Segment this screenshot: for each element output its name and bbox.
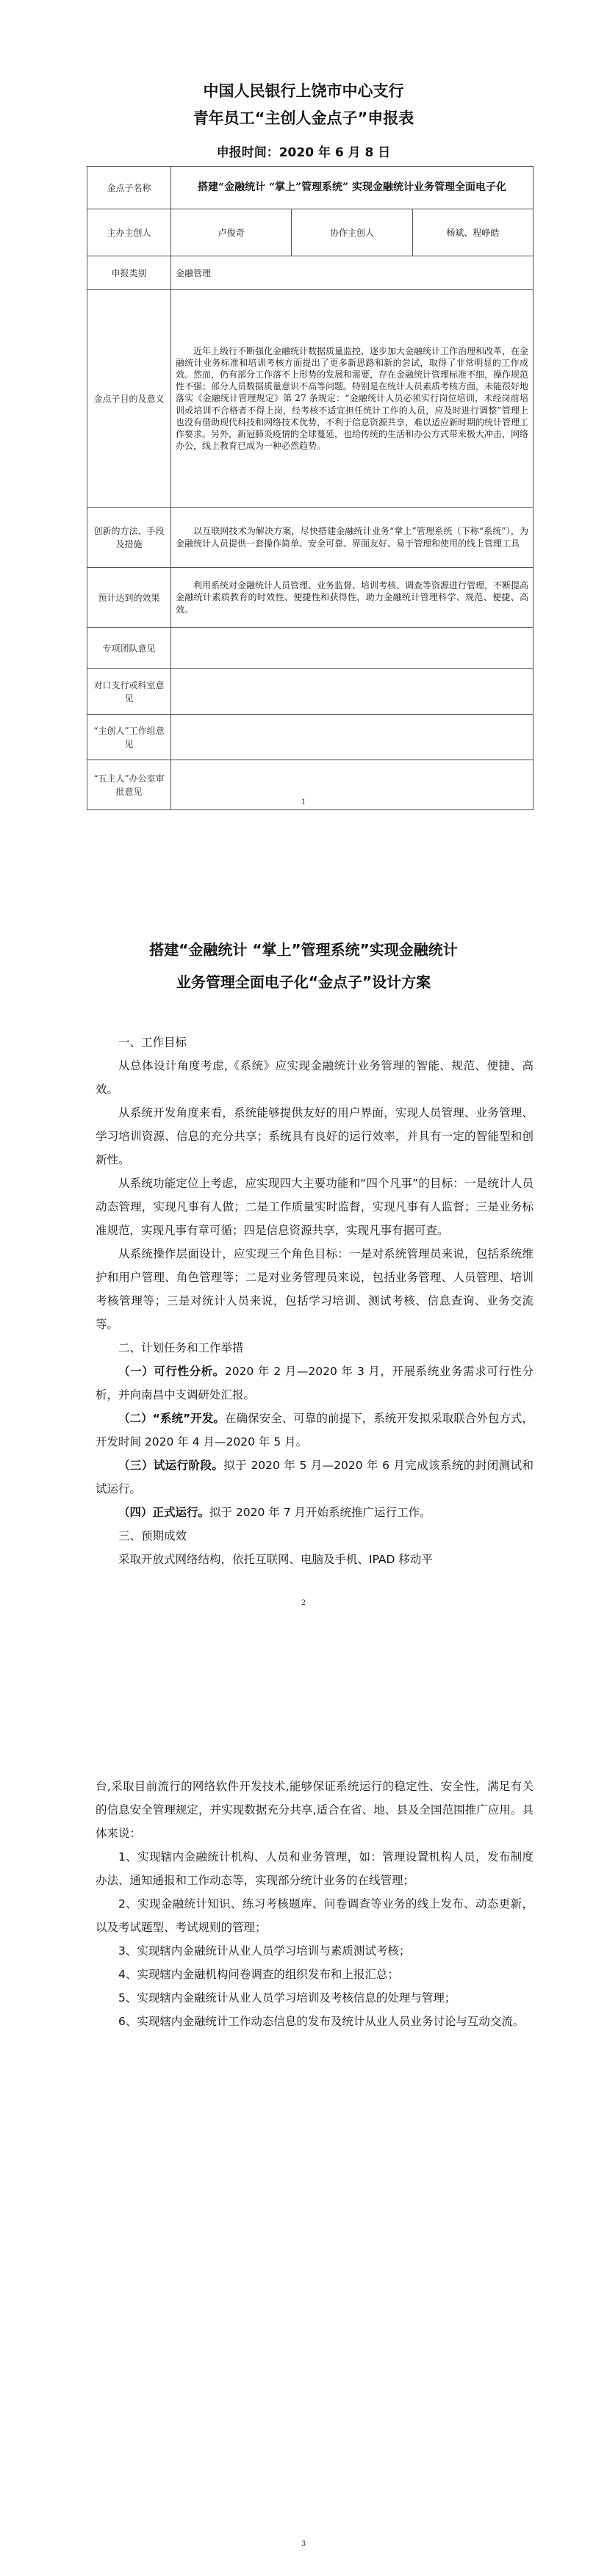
continued-paragraph: 台,采取目前流行的网络软件开发技术,能够保证系统运行的稳定性、安全性，满足有关的信息安全管理规定，并实现数据充分共享,适合在省、地、县及全国范围推广应用。具体来说： [96, 1780, 534, 1840]
item-text: 拟于 2020 年 5 月—2020 年 6 月完成该系统的封闭测试和试运行。 [96, 1459, 534, 1496]
co-creator-value: 杨斌、程峥皓 [412, 209, 533, 256]
list-item: 1、实现辖内金融统计机构、人员和业务管理，如：管理设置机构人员，发布制度办法、通知通报和工作动态等，实现部分统计业务的在线管理； [96, 1850, 534, 1887]
category-value: 金融管理 [171, 256, 534, 290]
section-1-paragraph: 从总体设计角度考虑,《系统》应实现金融统计业务管理的智能、规范、便捷、高效。 [96, 1059, 534, 1096]
section-2-item [96, 1501, 534, 1524]
branch-opinion-value [171, 669, 534, 715]
section-2-item [96, 1360, 534, 1407]
section-1-title: 一、工作目标 [118, 1036, 187, 1049]
section-1-paragraph: 从系统开发角度来看，系统能够提供友好的用户界面，实现人员管理、业务管理、学习培训资源、信息的充分共享；系统具有良好的运行效率，并具有一定的智能型和创新性。 [96, 1106, 534, 1166]
effect-label: 预计达到的效果 [87, 568, 171, 628]
team-opinion-label: 专项团队意见 [87, 628, 171, 669]
application-form-table [87, 166, 534, 810]
item-label: （四）正式运行。 [118, 1506, 210, 1519]
list-item: 2、实现金融统计知识、练习考核题库、问卷调查等业务的线上发布、动态更新，以及考试题型、考试规则的管理； [96, 1897, 534, 1934]
purpose-label: 金点子目的及意义 [87, 290, 171, 508]
section-2-title: 二、计划任务和工作举措 [118, 1341, 244, 1354]
row-office-opinion [87, 715, 534, 760]
branch-opinion-label: 对口支行或科室意见 [87, 669, 171, 715]
row-effect [87, 568, 534, 628]
page-number: 1 [301, 798, 306, 807]
team-opinion-value [171, 628, 534, 669]
page-number: 3 [301, 2540, 306, 2548]
list-item: 5、实现辖内金融统计从业人员学习培训及考核信息的处理与管理； [118, 1991, 456, 2005]
creator-value: 卢俊奇 [171, 209, 292, 256]
row-category [87, 256, 534, 290]
list-item: 6、实现辖内金融统计工作动态信息的发布及统计从业人员业务讨论与互动交流。 [118, 2015, 525, 2028]
purpose-text: 近年上级行不断强化金融统计数据质量监控，逐步加大金融统计工作治理和改革，在金融统计业务标准和培训考核方面提出了更多新思路和新的尝试，取得了非常明显的工作成效。然而，仍有部分工作落不上形势的发展和需要，存在金融统计管理标准不细，操作规范性不强；部分人员数据质量意识不高等问题。特别是在统计人员素质考核方面，未能很好地落实《金融统计管理规定》第 27 条规定：“金融统计人员必须实行岗位培训，未经岗前培训或培训不合格者不得上岗，经考核不适宜担任统计工作的人员，应及时进行调整”管理上也没有借助现代科技和网络技术优势，不利于信息资源共享，难以适应新时期的统计管理工作要求。另外，新冠肺炎疫情的全球蔓延，也给传统的生活和办公方式带来极大冲击，网络办公，线上教育已成为一种必然趋势。 [171, 290, 534, 508]
section-2-item [96, 1407, 534, 1454]
office-opinion-label: “主创人”工作组意见 [87, 715, 171, 760]
creator-label: 主办主创人 [87, 209, 171, 256]
form-title-line1: 中国人民银行上饶市中心支行 [203, 82, 404, 100]
plan-heading-line2: 业务管理全面电子化“金点子”设计方案 [176, 973, 431, 991]
section-1-paragraph: 从系统功能定位上考虑，应实现四大主要功能和“四个凡事”的目标：一是统计人员动态管理，实现凡事有人做；二是工作质量实时监督，实现凡事有人监督；三是业务标准规范，实现凡事有章可循；四是信息资源共享，实现凡事有据可查。 [96, 1177, 534, 1237]
form-title-line2: 青年员工“主创人金点子”申报表 [193, 109, 414, 127]
idea-name-value: 搭建“金融统计 “掌上”管理系统” 实现金融统计业务管理全面电子化 [171, 167, 534, 209]
plan-body-continued [96, 1775, 534, 2033]
row-creators [87, 209, 534, 256]
effect-text: 利用系统对金融统计人员管理、业务监督、培训考核、调查等资源进行管理，不断提高金融统计素质教育的时效性、便捷性和获得性，助力金融统计管理科学、规范、便捷、高效。 [171, 568, 534, 628]
page-2 [0, 852, 607, 1711]
office-opinion-value [171, 715, 534, 760]
list-item: 3、实现辖内金融统计从业人员学习培训与素质测试考核； [118, 1944, 411, 1958]
row-purpose [87, 290, 534, 508]
row-branch-opinion [87, 669, 534, 715]
plan-body [96, 1031, 534, 1571]
item-label: （三）试运行阶段。 [118, 1459, 224, 1472]
section-1-paragraph: 从系统操作层面设计，应实现三个角色目标：一是对系统管理员来说，包括系统维护和用户管理、角色管理等；二是对业务管理员来说，包括业务管理、人员管理、培训考核管理等；三是对统计人员来说，包括学习培训、测试考核、信息查询、业务交流等。 [96, 1247, 534, 1331]
section-3-title: 三、预期成效 [118, 1529, 187, 1543]
item-text: 拟于 2020 年 7 月开始系统推广运行工作。 [209, 1506, 431, 1519]
section-2-item [96, 1454, 534, 1501]
page-number: 2 [301, 1599, 306, 1607]
co-creator-label: 协作主创人 [292, 209, 412, 256]
five-office-opinion-label: “五主人”办公室审批意见 [87, 760, 171, 810]
method-label: 创新的方法、手段及措施 [87, 508, 171, 568]
section-3-paragraph: 采取开放式网络结构，依托互联网、电脑及手机、IPAD 移动平 [118, 1553, 433, 1566]
plan-heading-line1: 搭建“金融统计 “掌上”管理系统”实现金融统计 [149, 941, 458, 959]
submission-date: 申报时间：2020 年 6 月 8 日 [216, 145, 391, 160]
item-label: （二）“系统”开发。 [118, 1412, 225, 1425]
item-text: 2020 年 2 月—2020 年 3 月，开展系统业务需求可行性分析，并向南昌中支调研处汇报。 [96, 1365, 534, 1401]
page-1 [0, 0, 607, 852]
category-label: 申报类别 [87, 256, 171, 290]
list-item: 4、实现辖内金融机构问卷调查的组织发布和上报汇总； [118, 1968, 399, 1981]
method-text: 以互联网技术为解决方案，尽快搭建金融统计业务“掌上”管理系统（下称“系统”），为金融统计人员提供一套操作简单、安全可靠、界面友好、易于管理和使用的线上管理工具 [171, 508, 534, 568]
item-text: 在确保安全、可靠的前提下，系统开发拟采取联合外包方式，开发时间 2020 年 4 月—2020 年 5 月。 [96, 1412, 534, 1448]
row-method [87, 508, 534, 568]
idea-name-label: 金点子名称 [87, 167, 171, 209]
row-team-opinion [87, 628, 534, 669]
item-label: （一）可行性分析。 [118, 1365, 225, 1378]
row-idea-name [87, 167, 534, 209]
page-3 [0, 1711, 607, 2576]
